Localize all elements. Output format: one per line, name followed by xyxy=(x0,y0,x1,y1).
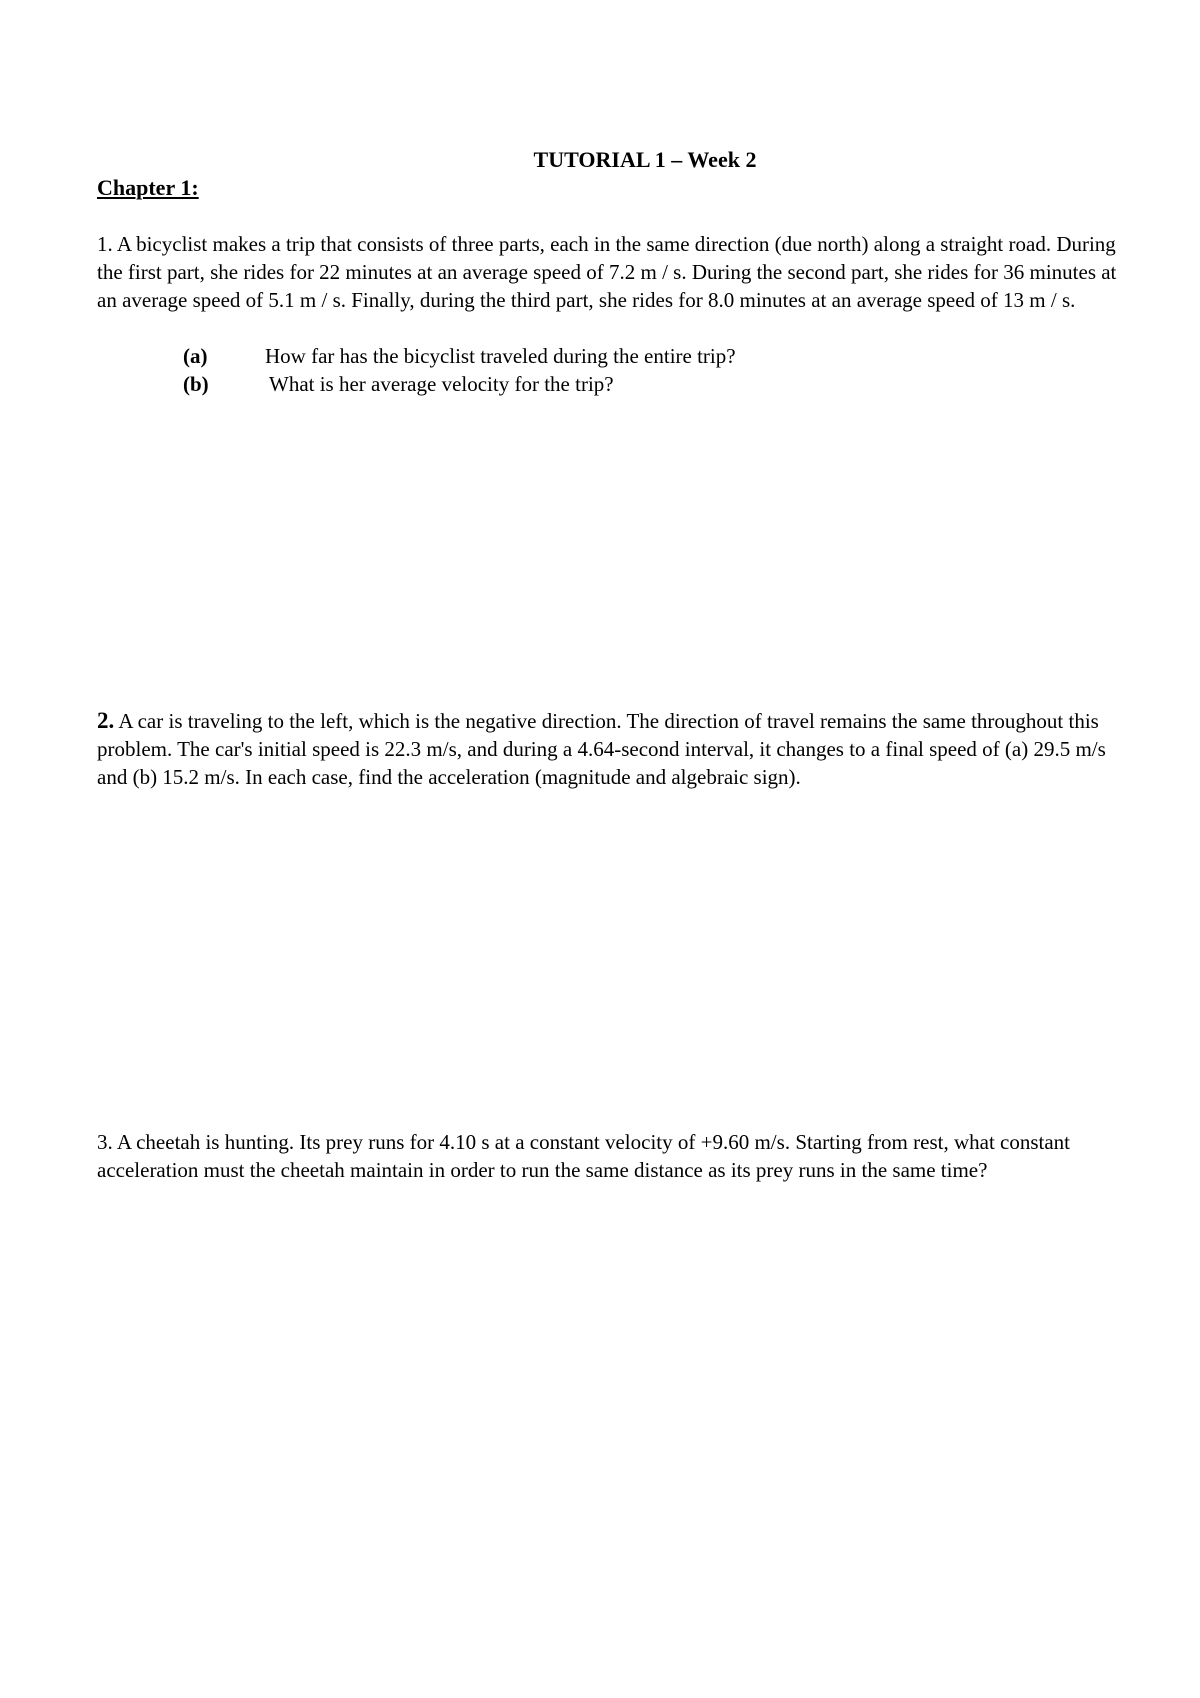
part-a-text: How far has the bicyclist traveled during the entire trip? xyxy=(265,344,736,368)
question-2-number: 2. xyxy=(97,708,115,733)
question-3-number: 3. xyxy=(97,1130,113,1154)
part-b-label: (b) xyxy=(183,372,209,396)
question-3 xyxy=(97,1128,1117,1184)
chapter-heading: Chapter 1: xyxy=(97,175,199,200)
part-b-text: What is her average velocity for the trip? xyxy=(269,372,614,396)
question-1 xyxy=(97,230,1117,396)
question-1-number: 1. xyxy=(97,232,113,256)
question-2 xyxy=(97,707,1117,791)
part-a-label: (a) xyxy=(183,344,208,368)
page-title: TUTORIAL 1 – Week 2 xyxy=(533,147,757,172)
question-2-text: A car is traveling to the left, which is the negative direction. The direction of travel remains the same throughout this problem. The car's initial speed is 22.3 m/s, and during a 4.64-second interval, it changes to a final speed of (a) 29.5 m/s and (b) 15.2 m/s. In each case, find the acceleration (magnitude and algebraic sign). xyxy=(97,709,1106,789)
question-1-text: A bicyclist makes a trip that consists of three parts, each in the same direction (due north) along a straight road. During the first part, she rides for 22 minutes at an average speed of 7.2 m / s. During the second part, she rides for 36 minutes at an average speed of 5.1 m / s. Finally, during the third part, she rides for 8.0 minutes at an average speed of 13 m / s. xyxy=(97,232,1117,312)
question-3-text: A cheetah is hunting. Its prey runs for 4.10 s at a constant velocity of +9.60 m/s. Starting from rest, what constant acceleration must the cheetah maintain in order to run the same distance as its prey runs in the same time? xyxy=(97,1130,1071,1182)
